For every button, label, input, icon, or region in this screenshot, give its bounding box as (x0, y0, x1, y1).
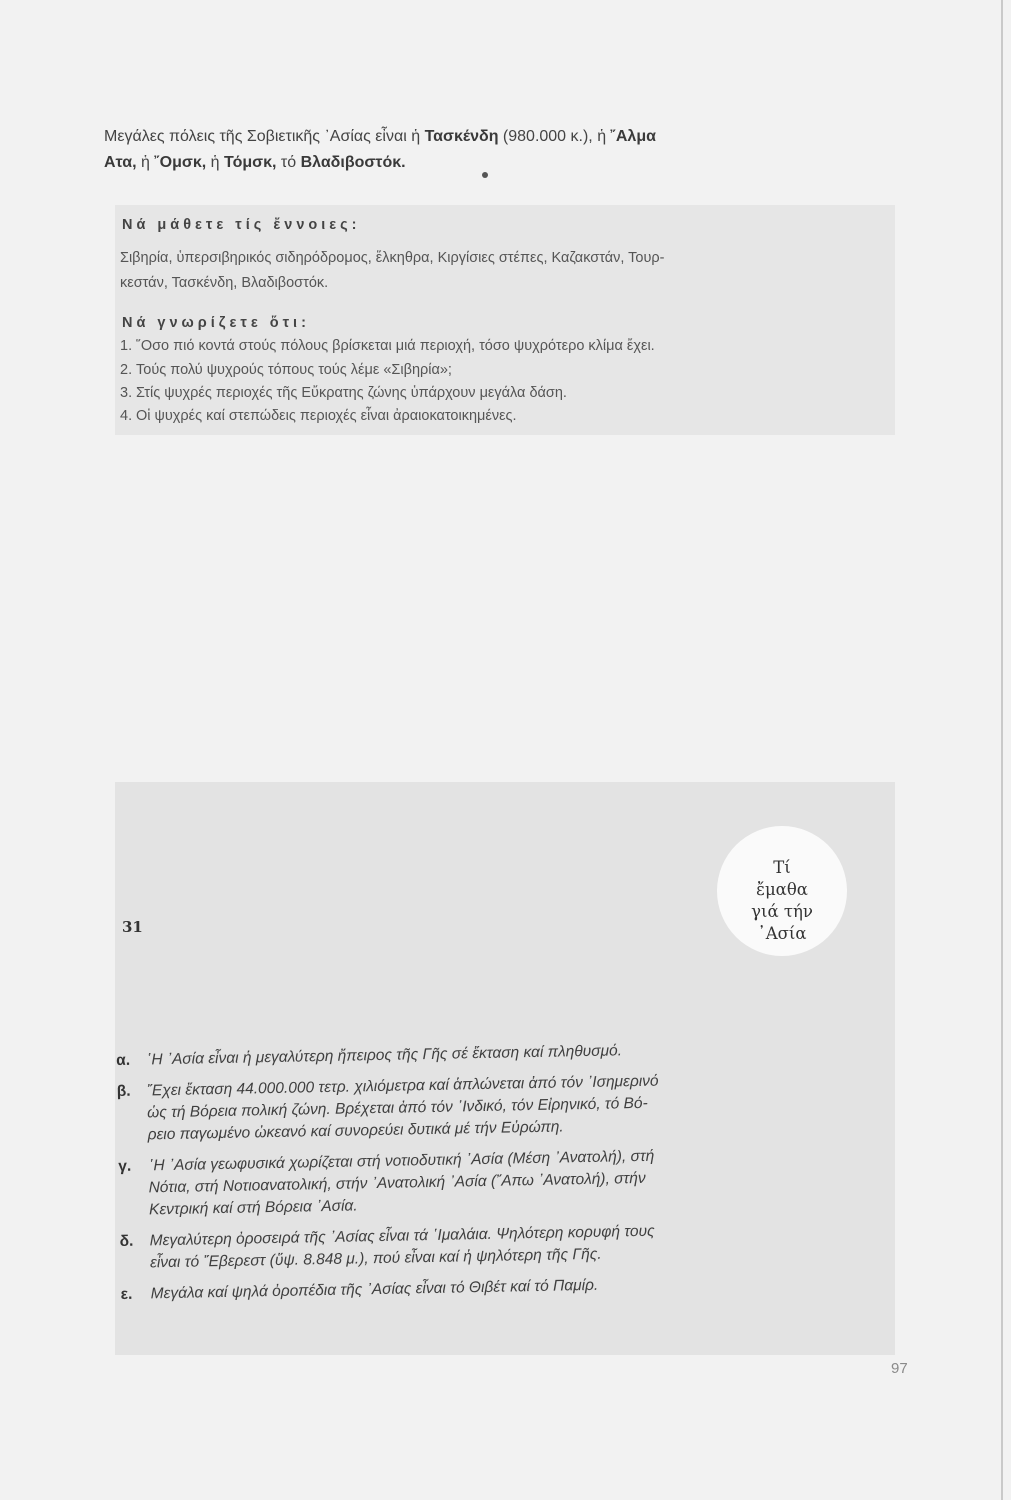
page-edge (1001, 0, 1003, 1500)
summary-title-line: ἔμαθα (756, 880, 808, 899)
summary-item (118, 1141, 899, 1222)
intro-text: ἡ (206, 154, 224, 171)
intro-text: τό (276, 154, 301, 171)
fact-text: ῞Οσο πιό κοντά στούς πόλους βρίσκεται μιά περιοχή, τόσο ψυχρότερο κλίμα ἔχει. (136, 338, 655, 354)
item-letter: β. (116, 1082, 131, 1100)
fact-number: 2. (120, 362, 133, 378)
fact-number: 4. (120, 408, 133, 424)
city-alma: ῎Αλμα (610, 128, 656, 145)
summary-title-line: γιά τήν (751, 902, 813, 921)
fact-item (120, 383, 880, 403)
facts-heading: Νά γνωρίζετε ὅτι: (122, 315, 310, 331)
city-omsk: ῎Ομσκ, (154, 154, 207, 171)
item-letter: ε. (120, 1285, 133, 1303)
fact-number: 1. (120, 338, 133, 354)
chapter-number: 31 (122, 918, 143, 936)
item-line: Μεγαλύτερη ὀροσειρά τῆς ᾿Ασίας εἶναι τά ῾Ιμαλάια. Ψηλότερη κορυφή τους (149, 1222, 655, 1250)
summary-list (116, 1035, 901, 1315)
summary-item (120, 1269, 900, 1306)
summary-item (119, 1216, 900, 1275)
city-vladivostok: Βλαδιβοστόκ. (300, 154, 406, 171)
intro-text: ἡ (136, 154, 155, 171)
item-line: ρειο παγωμένο ὠκεανό καί συνορεύει δυτικά μέ τήν Εὐρώπη. (147, 1118, 564, 1144)
summary-title-line: ᾿Ασία (757, 924, 807, 943)
city-tashkent: Τασκένδη (424, 128, 499, 145)
item-letter: α. (116, 1051, 131, 1069)
concepts-heading: Νά μάθετε τίς ἔννοιες: (122, 217, 361, 233)
fact-item (120, 406, 880, 426)
item-line: εἶναι τό ῎Εβερεστ (ὕψ. 8.848 μ.), πού εἶναι καί ἡ ψηλότερη τῆς Γῆς. (149, 1245, 602, 1272)
item-line: ῾Η ᾿Ασία γεωφυσικά χωρίζεται στή νοτιοδυτική ᾿Ασία (Μέση ᾿Ανατολή), στή (148, 1147, 655, 1175)
concepts-line: κεστάν, Τασκένδη, Βλαδιβοστόκ. (120, 275, 329, 291)
intro-paragraph (104, 124, 904, 176)
fact-item (120, 360, 880, 380)
city-ata: Ατα, (104, 154, 137, 171)
intro-text: (980.000 κ.), ἡ (498, 128, 611, 145)
summary-title-line: Τί (773, 858, 791, 877)
fact-text: Στίς ψυχρές περιοχές τῆς Εὔκρατης ζώνης ὑπάρχουν μεγάλα δάση. (136, 385, 567, 401)
bullet-dot (482, 172, 488, 178)
fact-item (120, 336, 880, 356)
item-line: Κεντρική καί στή Βόρεια ᾿Ασία. (148, 1197, 358, 1219)
item-line: ῾Η ᾿Ασία εἶναι ἡ μεγαλύτερη ἤπειρος τῆς Γῆς σέ ἔκταση καί πληθυσμό. (146, 1042, 623, 1069)
fact-text: Οἱ ψυχρές καί στεπώδεις περιοχές εἶναι ἀραιοκατοικημένες. (136, 408, 517, 424)
page-number: 97 (891, 1360, 908, 1377)
item-line: Μεγάλα καί ψηλά ὀροπέδια τῆς ᾿Ασίας εἶναι τό Θιβέτ καί τό Παμίρ. (150, 1276, 599, 1303)
intro-text: Μεγάλες πόλεις τῆς Σοβιετικῆς ᾿Ασίας εἶναι ἡ (104, 128, 425, 145)
item-letter: γ. (118, 1157, 132, 1175)
fact-text: Τούς πολύ ψυχρούς τόπους τούς λέμε «Σιβηρία»; (136, 362, 452, 378)
summary-item (117, 1066, 898, 1147)
concepts-line: Σιβηρία, ὑπερσιβηρικός σιδηρόδρομος, ἕλκηθρα, Κιργίσιες στέπες, Καζακστάν, Τουρ- (120, 250, 665, 266)
item-line: ῎Εχει ἔκταση 44.000.000 τετρ. χιλιόμετρα καί ἁπλώνεται ἀπό τόν ᾿Ισημερινό (146, 1072, 659, 1100)
fact-number: 3. (120, 385, 133, 401)
summary-title (717, 857, 847, 945)
item-line: Νότια, στή Νοτιοανατολική, στήν ᾿Ανατολική ᾿Ασία (῎Απω ᾿Ανατολή), στήν (148, 1169, 646, 1197)
city-tomsk: Τόμσκ, (224, 154, 277, 171)
item-line: ὡς τή Βόρεια πολική ζώνη. Βρέχεται ἀπό τόν ᾿Ινδικό, τόν Εἰρηνικό, τό Βό- (147, 1094, 648, 1122)
item-letter: δ. (119, 1232, 134, 1250)
